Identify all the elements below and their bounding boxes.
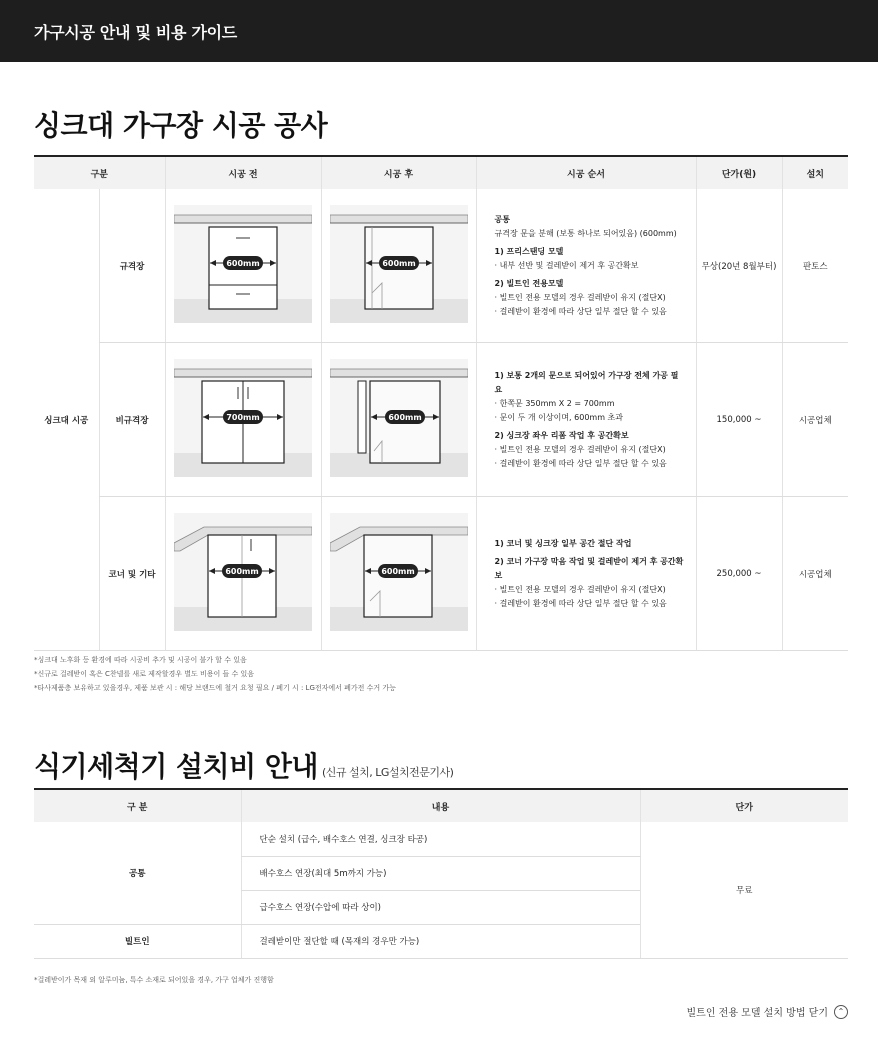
col-header-after: 시공 후 xyxy=(321,156,476,189)
chevron-up-icon: ⌃ xyxy=(834,1005,848,1019)
row-type: 비규격장 xyxy=(99,343,165,497)
installer: 시공업체 xyxy=(782,497,848,651)
row-type: 규격장 xyxy=(99,189,165,343)
col-header-installer: 설치 xyxy=(782,156,848,189)
dishwasher-fee-table xyxy=(34,788,848,959)
cabinet-after-image xyxy=(330,205,468,323)
install-steps xyxy=(476,497,696,651)
before-illustration xyxy=(165,189,321,343)
section2-note: *걸레받이가 목재 외 알루미늄, 특수 소재로 되어있을 경우, 가구 업체가 진행함 xyxy=(34,976,274,984)
after-illustration xyxy=(321,189,476,343)
before-illustration xyxy=(165,497,321,651)
fee-item: 배수호스 연장(최대 5m까지 가능) xyxy=(241,856,640,890)
group-label-sink: 싱크대 시공 xyxy=(34,189,99,651)
header-title: 가구시공 안내 및 비용 가이드 xyxy=(34,22,237,42)
after-width-label: 600mm xyxy=(381,259,416,268)
cabinet-before-image xyxy=(174,513,312,631)
fee-item: 급수호스 연장(수압에 따라 상이) xyxy=(241,890,640,924)
col-header-category: 구 분 xyxy=(34,789,241,822)
col-header-category: 구분 xyxy=(34,156,165,189)
section1-notes xyxy=(34,653,396,695)
row-type: 코너 및 기타 xyxy=(99,497,165,651)
step-line: 1) 보통 2개의 문으로 되어있어 가구장 전체 가공 필요 xyxy=(494,370,679,394)
note: *타사제품층 보유하고 있을경우, 제품 보관 시 : 해당 브랜드에 철거 요청 필요 / 폐기 시 : LG전자에서 폐가전 수거 가능 xyxy=(34,684,396,692)
step-line: · 빌트인 전용 모델의 경우 걸레받이 유지 (절단X) xyxy=(494,444,666,454)
col-header-price: 단가(원) xyxy=(696,156,782,189)
page-header xyxy=(0,0,878,62)
after-illustration xyxy=(321,497,476,651)
builtin-label: 빌트인 xyxy=(34,924,241,958)
step-line: 규격장 문을 분해 (보통 하나로 되어있음) (600mm) xyxy=(494,228,677,238)
step-line: · 걸레받이 환경에 따라 상단 일부 절단 할 수 있음 xyxy=(494,458,667,468)
common-label: 공통 xyxy=(34,822,241,924)
sink-cabinet-table xyxy=(34,155,848,651)
step-line: 1) 코너 및 싱크장 일부 공간 절단 작업 xyxy=(494,538,632,548)
section2-title xyxy=(34,745,453,785)
installer: 시공업체 xyxy=(782,343,848,497)
col-header-price: 단가 xyxy=(640,789,848,822)
after-width-label: 600mm xyxy=(387,413,422,422)
step-line: · 문이 두 개 이상이며, 600mm 초과 xyxy=(494,412,623,422)
before-width-label: 600mm xyxy=(224,567,259,576)
cabinet-after-image xyxy=(330,513,468,631)
cabinet-before-image xyxy=(174,205,312,323)
install-steps xyxy=(476,189,696,343)
note: *신규로 걸레받이 혹은 C찬넬를 새로 제작할경우 별도 비용이 들 수 있음 xyxy=(34,670,254,678)
col-header-steps: 시공 순서 xyxy=(476,156,696,189)
note: *싱크대 노후화 등 환경에 따라 시공비 추가 및 시공이 불가 할 수 있음 xyxy=(34,656,247,664)
after-illustration xyxy=(321,343,476,497)
before-width-label: 600mm xyxy=(225,259,260,268)
cabinet-before-image xyxy=(174,359,312,477)
step-line: · 빌트인 전용 모델의 경우 걸레받이 유지 (절단X) xyxy=(494,292,666,302)
section1-title: 싱크대 가구장 시공 공사 xyxy=(34,109,328,142)
col-header-before: 시공 전 xyxy=(165,156,321,189)
section2-title-text: 식기세척기 설치비 안내 xyxy=(34,750,318,783)
close-builtin-guide-link[interactable] xyxy=(687,1004,848,1019)
step-line: 2) 빌트인 전용모델 xyxy=(494,278,564,288)
install-steps xyxy=(476,343,696,497)
installer: 판토스 xyxy=(782,189,848,343)
section2-subtitle: (신규 설치, LG설치전문기사) xyxy=(321,766,454,779)
col-header-content: 내용 xyxy=(241,789,640,822)
step-line: · 내부 선반 및 걸레받이 제거 후 공간확보 xyxy=(494,260,639,270)
step-line: 2) 코너 가구장 막음 작업 및 걸레받이 제거 후 공간확보 xyxy=(494,556,684,580)
fee-item: 단순 설치 (급수, 배수호스 연결, 싱크장 타공) xyxy=(241,822,640,856)
cabinet-after-image xyxy=(330,359,468,477)
unit-price: 250,000 ~ xyxy=(696,497,782,651)
after-width-label: 600mm xyxy=(380,567,415,576)
unit-price: 150,000 ~ xyxy=(696,343,782,497)
step-line: 1) 프리스탠딩 모델 xyxy=(494,246,564,256)
before-illustration xyxy=(165,343,321,497)
step-line: · 걸레받이 환경에 따라 상단 일부 절단 할 수 있음 xyxy=(494,306,667,316)
before-width-label: 700mm xyxy=(225,413,260,422)
fee-price: 무료 xyxy=(640,822,848,958)
step-line: · 한쪽문 350mm X 2 = 700mm xyxy=(494,398,615,408)
step-line: · 걸레받이 환경에 따라 상단 일부 절단 할 수 있음 xyxy=(494,598,667,608)
fee-item: 걸레받이만 절단할 때 (목재의 경우만 가능) xyxy=(241,924,640,958)
step-line: · 빌트인 전용 모델의 경우 걸레받이 유지 (절단X) xyxy=(494,584,666,594)
close-link-label: 빌트인 전용 모델 설치 방법 닫기 xyxy=(686,1008,828,1019)
step-line: 공통 xyxy=(494,214,510,224)
unit-price: 무상(20년 8월부터) xyxy=(696,189,782,343)
step-line: 2) 싱크장 좌우 리폼 작업 후 공간확보 xyxy=(494,430,629,440)
